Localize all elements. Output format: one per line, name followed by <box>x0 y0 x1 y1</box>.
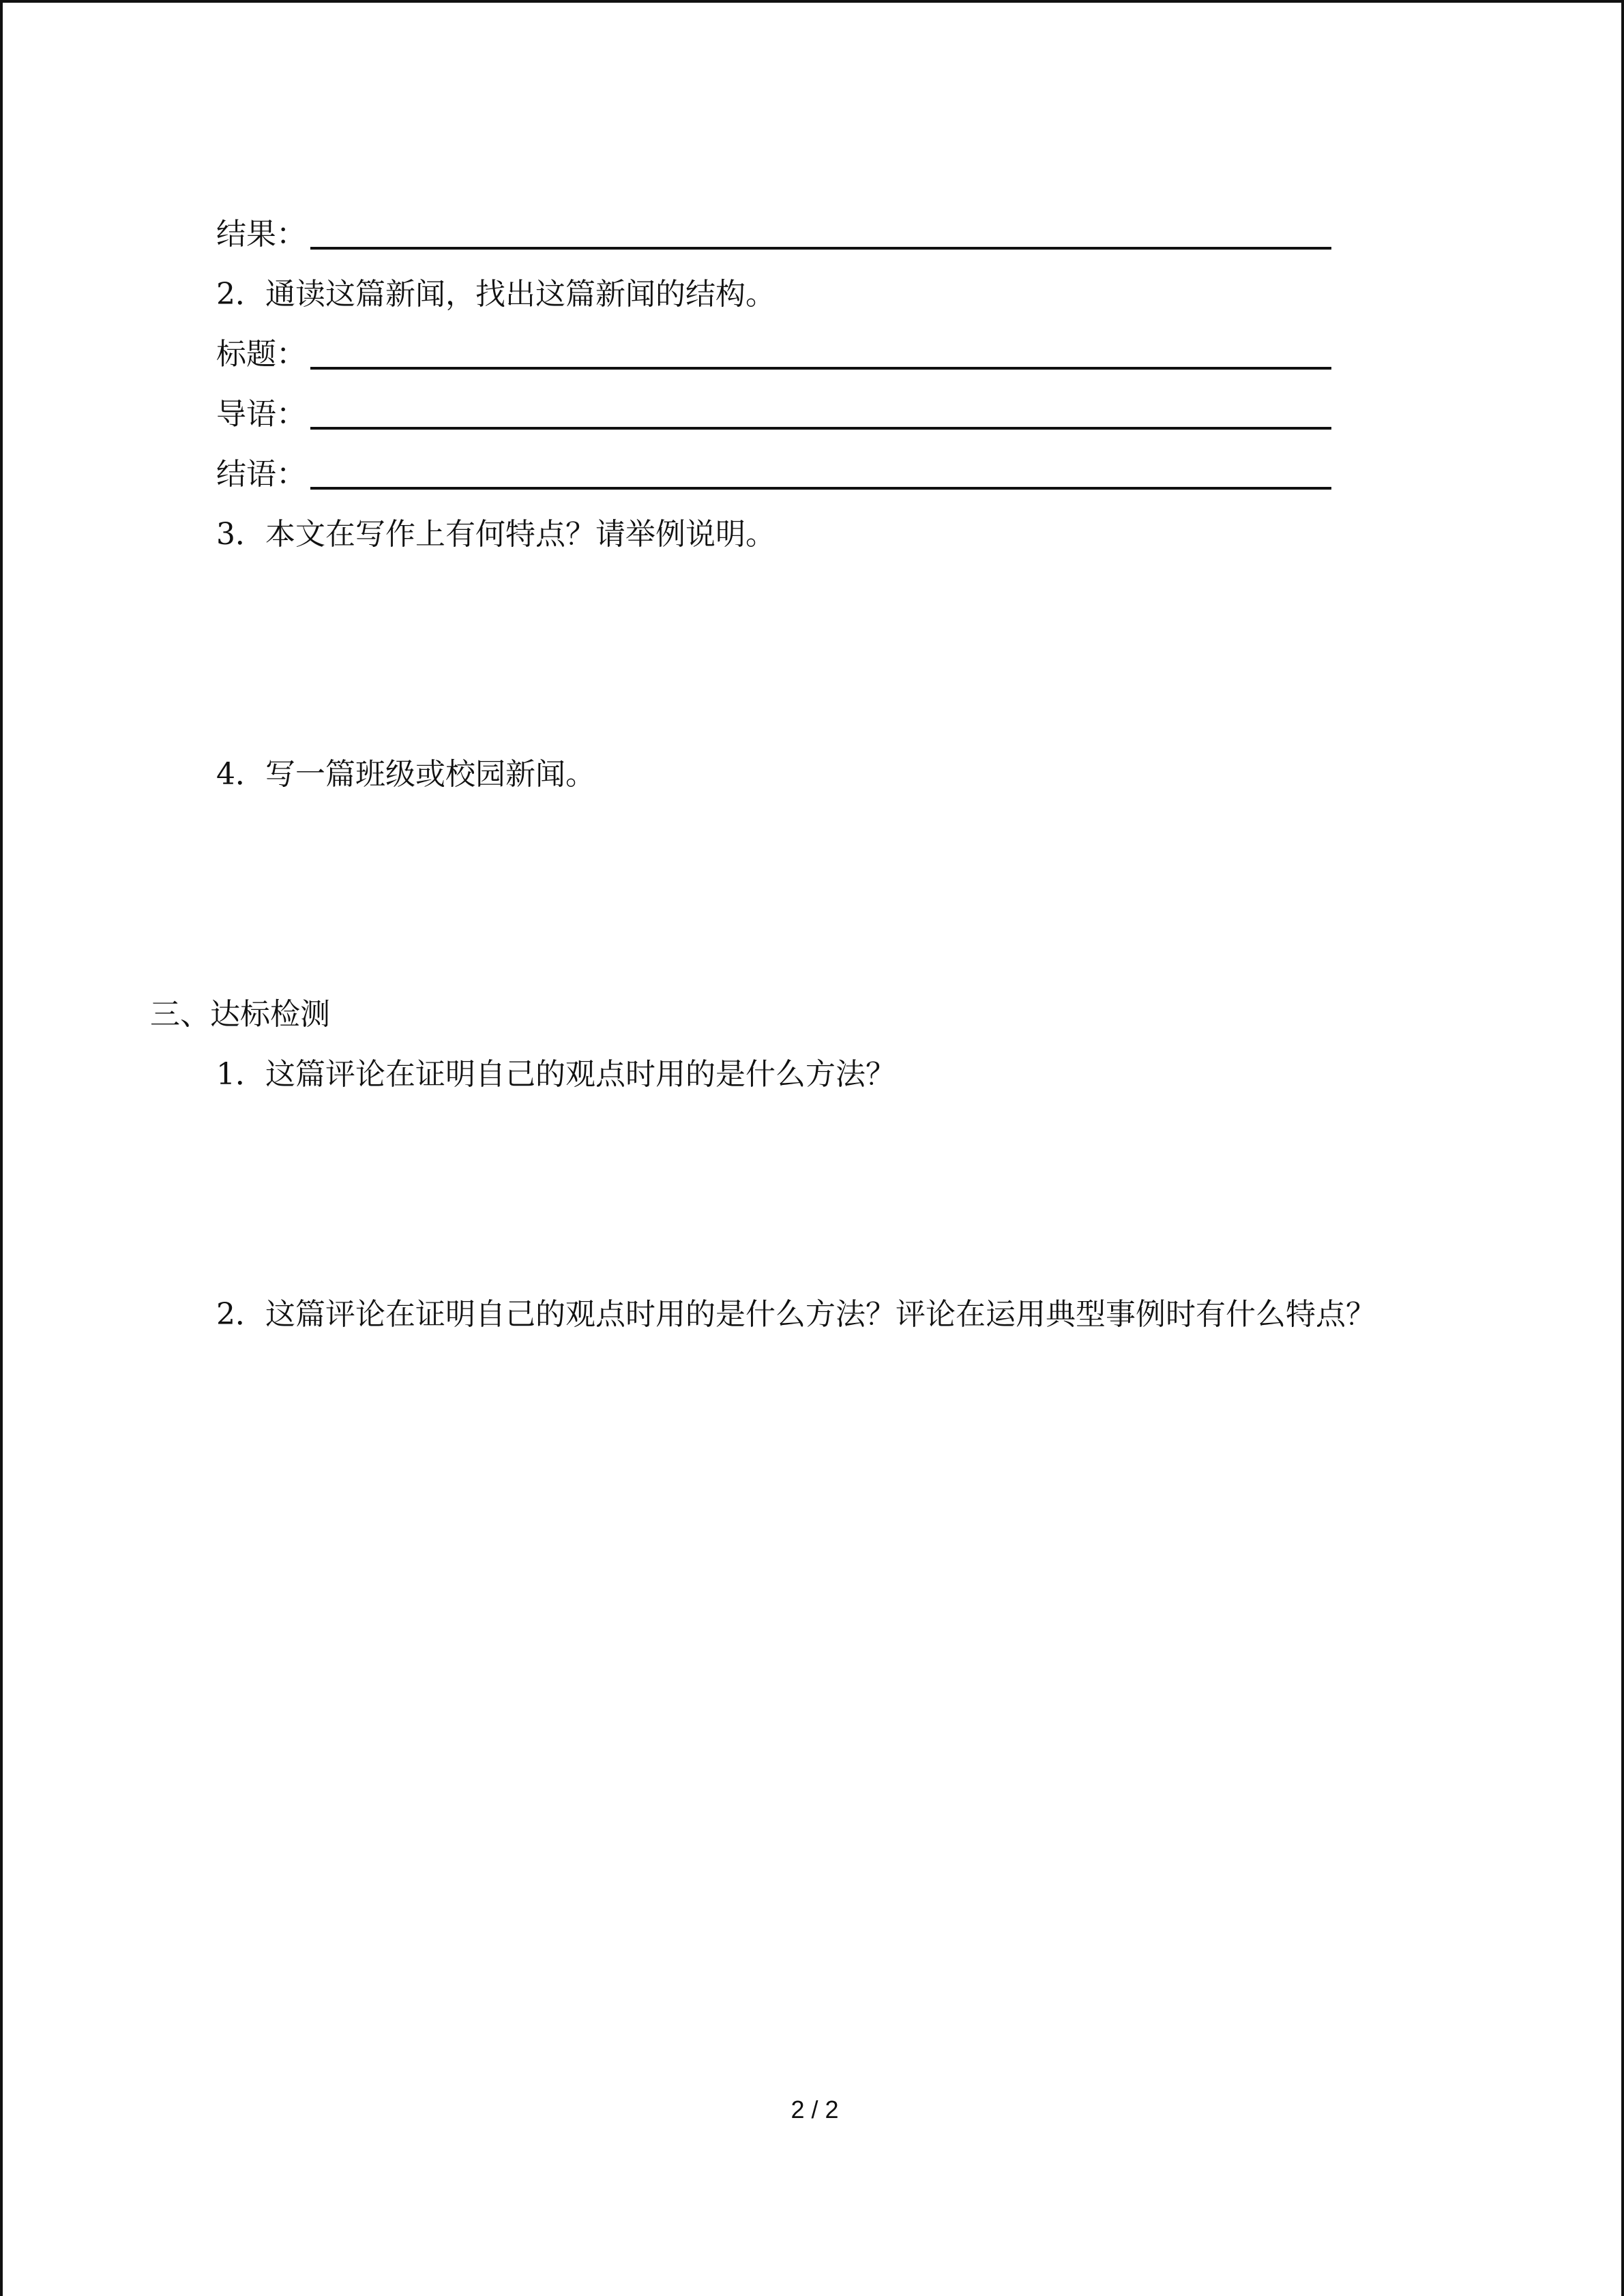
lead-answer-blank <box>310 400 1331 430</box>
headline-answer-blank <box>310 340 1331 370</box>
ending-answer-blank <box>310 460 1331 490</box>
result-row <box>216 215 1331 254</box>
lead-row <box>216 396 1331 434</box>
result-answer-blank <box>310 220 1331 250</box>
section-3-question-1: 1．这篇评论在证明自己的观点时用的是什么方法？ <box>216 1057 896 1092</box>
result-label: 结果： <box>216 217 306 252</box>
headline-label: 标题： <box>216 337 306 372</box>
question-2-structure: 2．通读这篇新闻，找出这篇新闻的结构。 <box>216 277 776 312</box>
page-number: 2 / 2 <box>791 2096 839 2123</box>
ending-label: 结语： <box>216 457 306 492</box>
section-3-title: 三、达标检测 <box>150 997 330 1032</box>
headline-row <box>216 336 1331 374</box>
question-3-features: 3．本文在写作上有何特点？请举例说明。 <box>216 517 776 552</box>
question-4-write-news: 4．写一篇班级或校园新闻。 <box>216 757 595 792</box>
section-3-question-2: 2．这篇评论在证明自己的观点时用的是什么方法？评论在运用典型事例时有什么特点？ <box>216 1297 1376 1332</box>
ending-row <box>216 456 1331 494</box>
lead-label: 导语： <box>216 397 306 432</box>
